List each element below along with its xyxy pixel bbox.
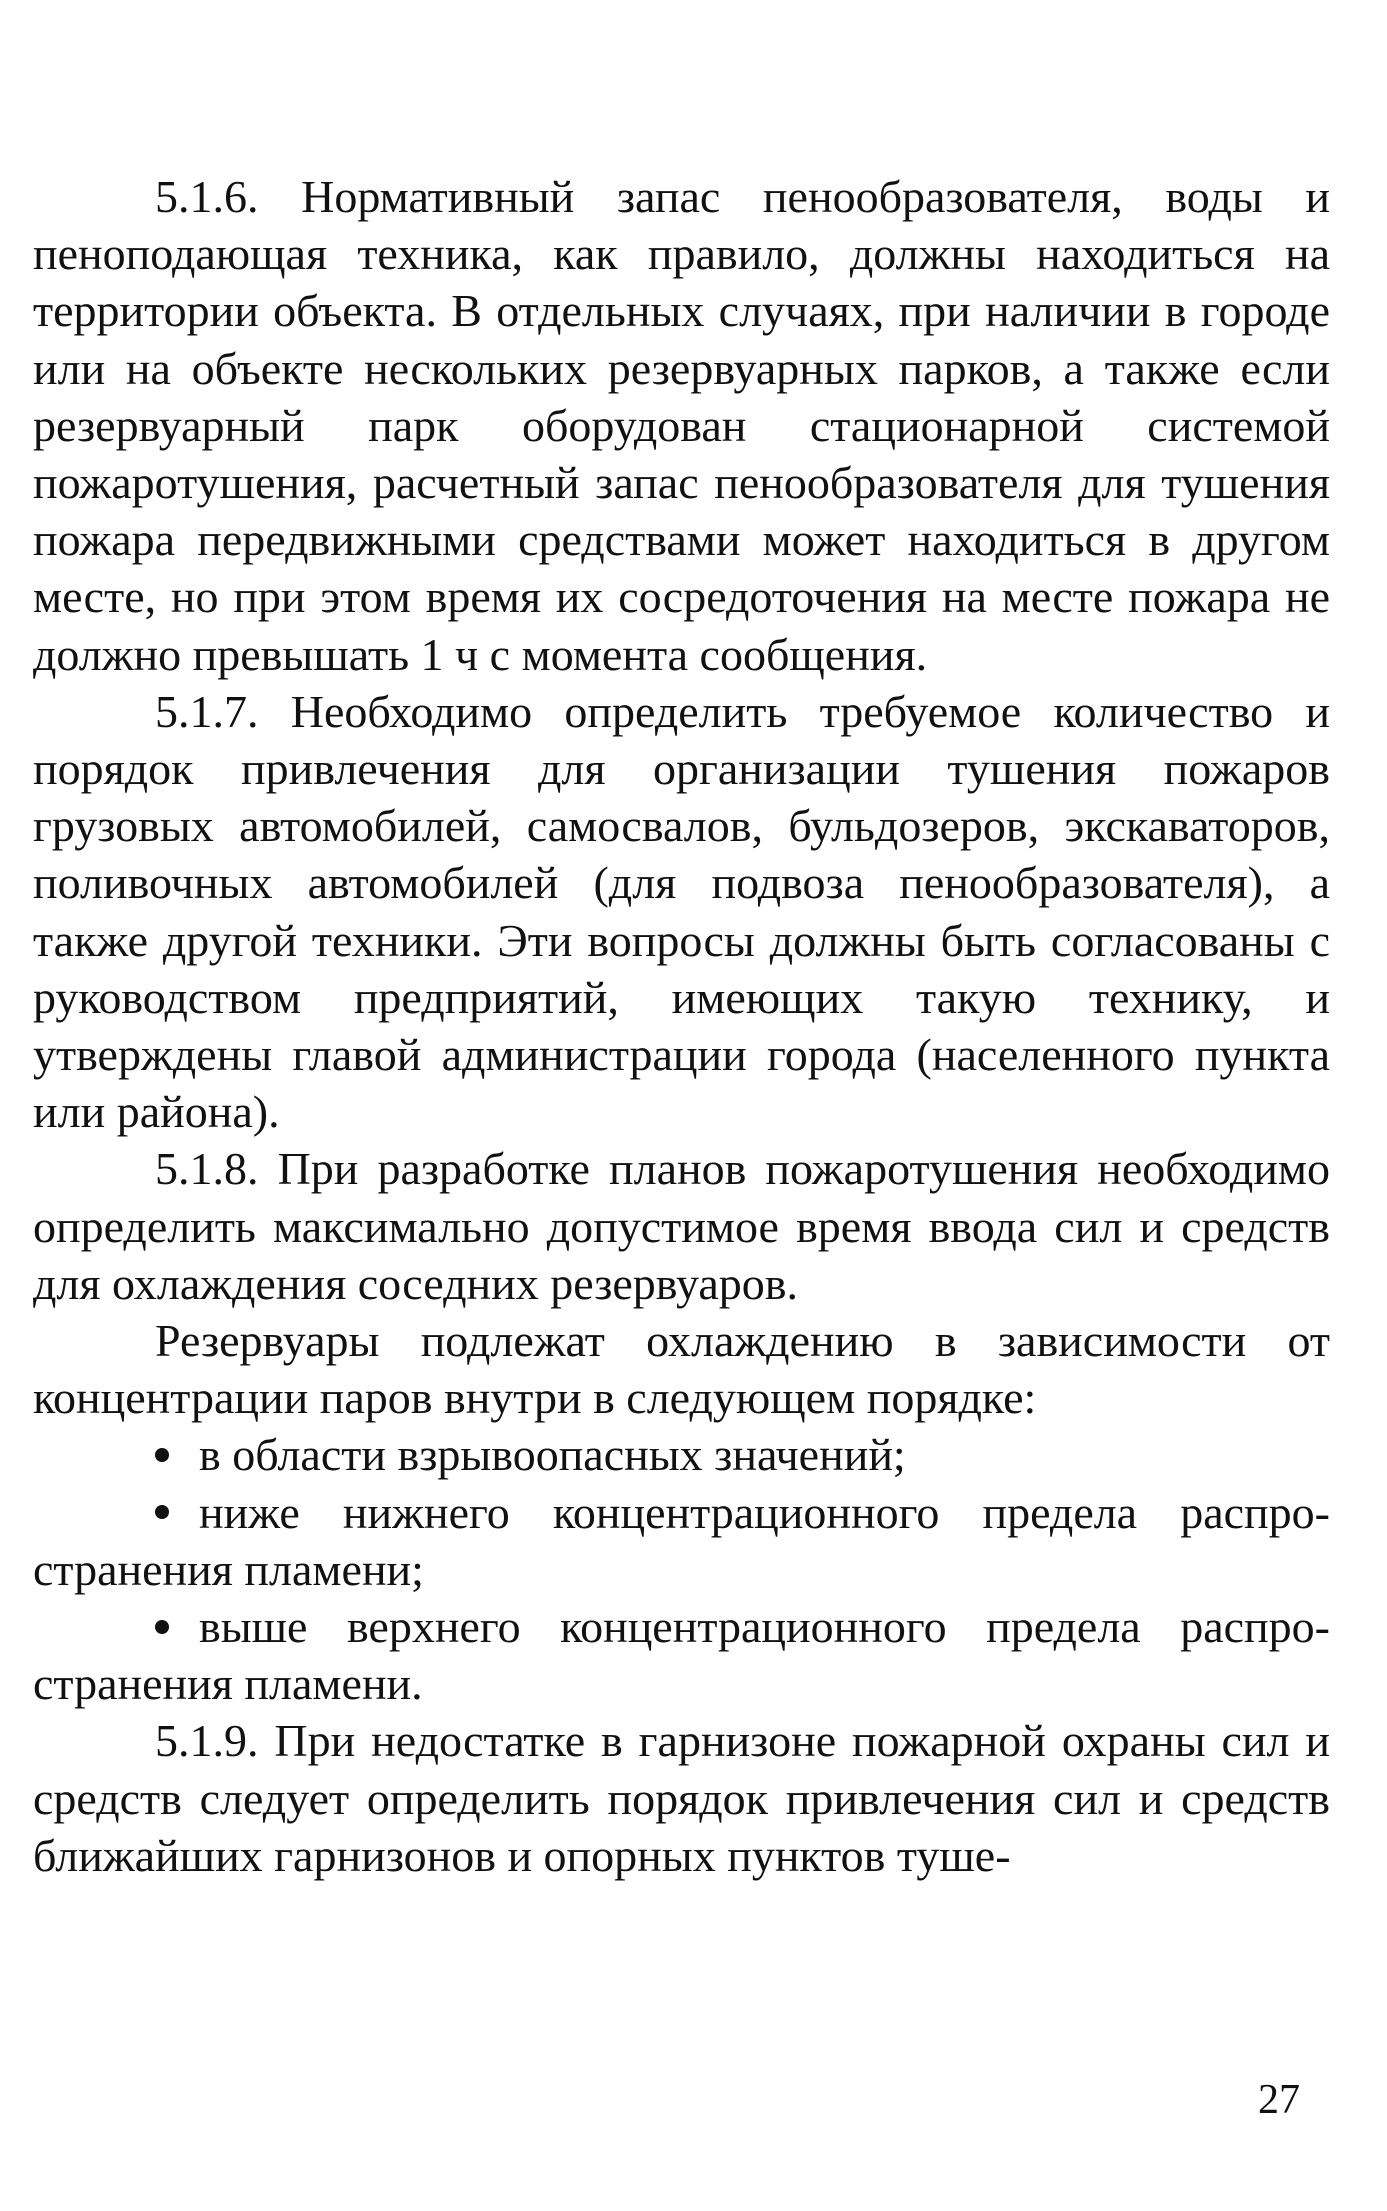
list-item (33, 1484, 1330, 1598)
paragraph-text: Необходимо определить требуемое количество и порядок привлечения для организации тушения пожаров грузовых автомобилей, самосвалов, бульдозеров, экскаваторов, поливочных автомобилей (для подвоза пенообразователя), а также другой техники. Эти вопросы должны быть согласованы с руководством предприятий, имеющих такую технику, и утверждены главой администрации города (населенного пункта или района). (33, 685, 1330, 1138)
bullet-icon (155, 1448, 169, 1462)
paragraph-text: При недостатке в гарнизоне пожарной охраны сил и средств следует определить порядок привлечения сил и средств ближайших гарнизонов и опорных пунктов туше- (33, 1715, 1331, 1881)
clause-number: 5.1.8. (155, 1143, 259, 1195)
paragraph-5-1-7 (33, 683, 1330, 1141)
list-item (33, 1426, 1330, 1483)
bullet-icon (155, 1620, 169, 1634)
paragraph-text: При разработке планов пожаротушения необходимо определить максимально допустимое время ввода сил и средств для охлаждения соседних резервуаров. (33, 1143, 1330, 1309)
list-item-text: ниже нижнего концентрационного предела распространения пламени; (33, 1486, 1330, 1595)
paragraph-5-1-9 (33, 1712, 1330, 1884)
paragraph-text: Резервуары подлежат охлаждению в зависимости от концентрации паров внутри в следующем порядке: (33, 1315, 1330, 1424)
list-item-text: выше верхнего концентрационного предела распространения пламени. (33, 1601, 1330, 1710)
paragraph-cooling-order (33, 1312, 1330, 1426)
paragraph-text: Нормативный запас пенообразователя, воды и пеноподающая техника, как правило, должны находиться на территории объекта. В отдельных случаях, при наличии в городе или на объекте нескольких резервуарных парков, а также если резервуарный парк оборудован стационарной системой пожаротушения, расчетный запас пенообразователя для тушения пожара передвижными средствами может находиться в другом месте, но при этом время их сосредоточения на месте пожара не должно превышать 1 ч с момента сообщения. (33, 171, 1330, 680)
page-number: 27 (1258, 2077, 1300, 2123)
paragraph-5-1-6 (33, 168, 1330, 683)
clause-number: 5.1.7. (155, 685, 259, 737)
paragraph-5-1-8 (33, 1140, 1330, 1312)
list-item (33, 1598, 1330, 1712)
cooling-order-list (33, 1426, 1330, 1712)
clause-number: 5.1.9. (155, 1715, 259, 1767)
bullet-icon (155, 1505, 169, 1519)
clause-number: 5.1.6. (155, 171, 259, 222)
document-page (33, 168, 1330, 1884)
list-item-text: в области взрывоопасных значений; (199, 1429, 906, 1481)
